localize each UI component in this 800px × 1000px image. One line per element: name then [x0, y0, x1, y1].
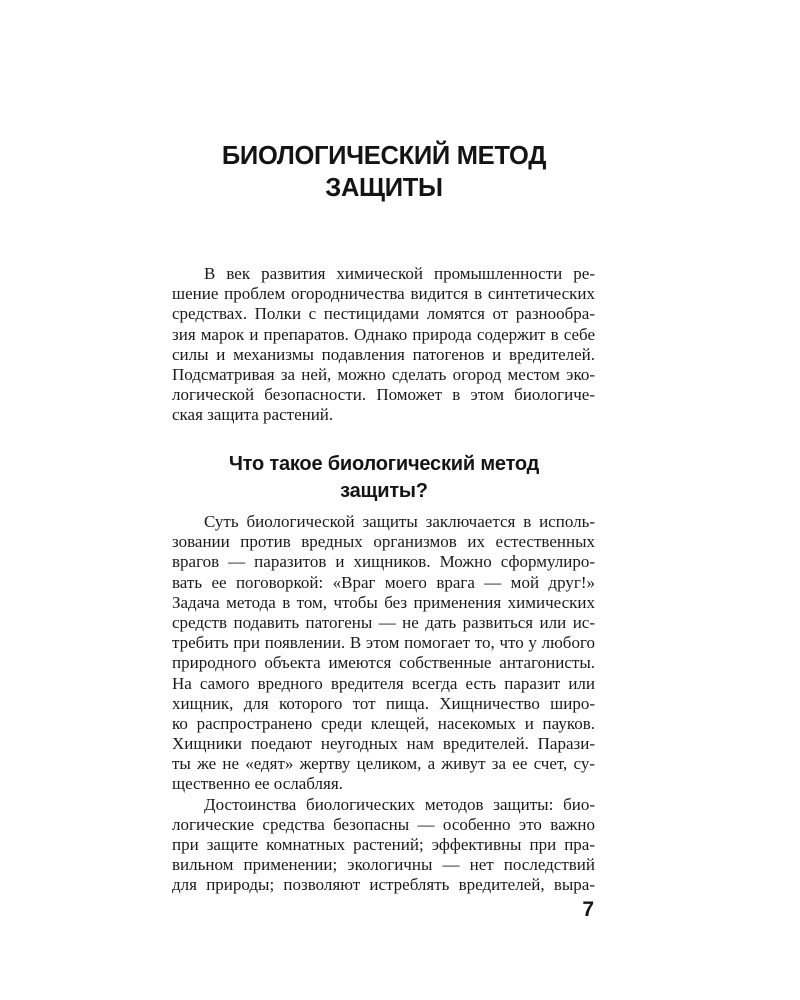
intro-paragraph [172, 264, 595, 426]
intro-line: Подсматривая за ней, можно сделать огород местом эко- [172, 364, 595, 384]
body-line: для природы; позволяют истреблять вредителей, выра- [172, 875, 595, 895]
body-line: логические средства безопасны — особенно это важно [172, 814, 595, 834]
body-line: требить при появлении. В этом помогает то, что у любого [172, 633, 595, 653]
body-line: природного объекта имеются собственные антагонисты. [172, 653, 595, 673]
intro-line: В век развития химической промышленности ре- [204, 264, 595, 283]
body-line: зовании против вредных организмов их естественных [172, 532, 595, 552]
intro-line: шение проблем огородничества видится в синтетических [172, 284, 595, 304]
body-line: вать ее поговоркой: «Враг моего врага — мой друг!» [172, 572, 595, 592]
body-line: при защите комнатных растений; эффективны при пра- [172, 835, 595, 854]
body-line: На самого вредного вредителя всегда есть паразит или [172, 673, 595, 693]
intro-line: логической безопасности. Поможет в этом биологиче- [172, 385, 595, 405]
section-title-line-1: Что такое биологический метод [228, 453, 540, 475]
chapter-title-line-2: ЗАЩИТЫ [325, 174, 443, 202]
chapter-title [172, 140, 596, 204]
body-line: ты же не «едят» жертву целиком, а живут за ее счет, су- [172, 754, 595, 774]
body-line: Достоинства биологических методов защиты: био- [204, 794, 595, 814]
intro-line: силы и механизмы подавления патогенов и вредителей. [172, 344, 595, 364]
intro-line: ская защита растений. [172, 405, 334, 425]
body-line: вильном применении; экологичны — нет последствий [172, 855, 595, 875]
body-line: хищник, для которого тот пища. Хищничество широ- [172, 693, 595, 713]
body-line: ко распространено среди клещей, насекомых и пауков. [172, 713, 595, 733]
body-line: средств подавить патогены — не дать развиться или ис- [172, 612, 595, 632]
body-line: Хищники поедают неугодных нам вредителей. Парази- [172, 734, 595, 754]
chapter-title-line-1: БИОЛОГИЧЕСКИЙ МЕТОД [221, 142, 547, 170]
intro-line: средствах. Полки с пестицидами ломятся от разнообра- [172, 304, 595, 324]
body-line: Суть биологической защиты заключается в исполь- [204, 512, 595, 531]
body-line: врагов — паразитов и хищников. Можно сформулиро- [172, 552, 595, 572]
body-line: Задача метода в том, чтобы без применения химических [172, 592, 595, 612]
page-number: 7 [582, 898, 594, 921]
body-line: щественно ее ослабляя. [172, 774, 343, 794]
section-body [172, 512, 595, 896]
section-title-line-2: защиты? [340, 480, 428, 502]
intro-line: зия марок и препаратов. Однако природа содержит в себе [172, 324, 595, 344]
section-title [172, 451, 596, 505]
